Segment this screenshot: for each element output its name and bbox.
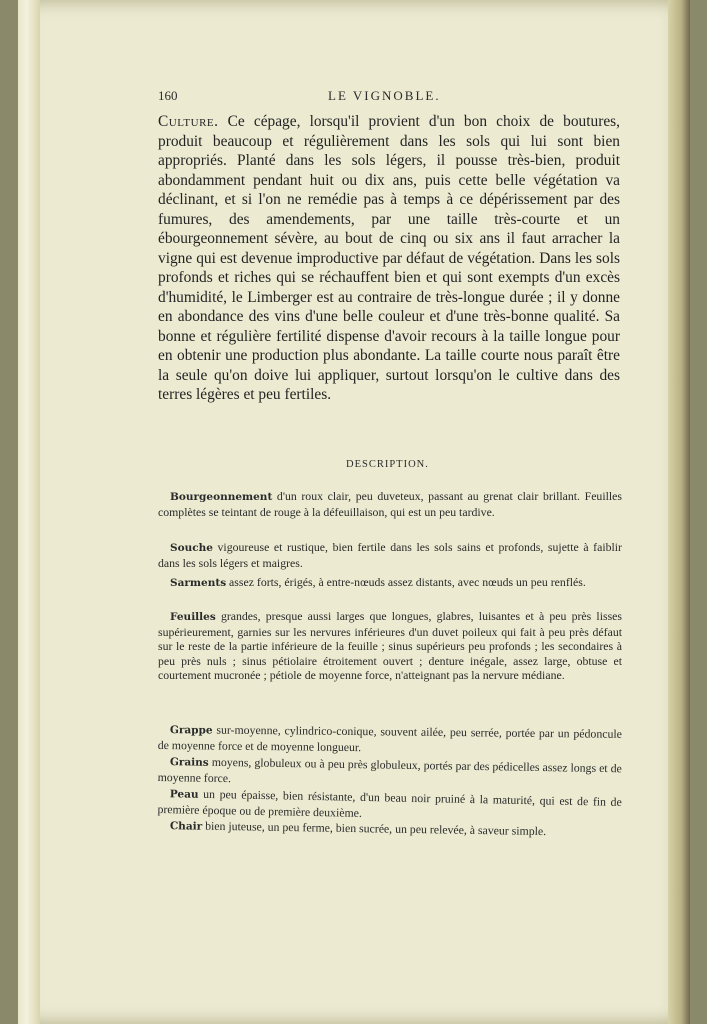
entry-text: grandes, presque aussi larges que longues, glabres, luisantes et à peu près lisses supérieurement, garnies sur les nervures inférieures d'un duvet poileux qui fait à peu près défaut sur le reste de la partie inférieure de la feuille ; sinus supérieurs peu profonds ; les secondaires à peu près nuls ; sinus pétiolaire étroitement ouvert ; denture inégale, assez large, obtuse et courtement mucronée ; pétiole de moyenne force, n'atteignant pas la nervure médiane. bbox=[158, 609, 622, 683]
culture-text: Ce cépage, lorsqu'il provient d'un bon choix de boutures, produit beaucoup et régulièrement dans les sols qui lui sont bien appropriés. Planté dans les sols légers, il pousse très-bien, produit abondamment pendant huit ou dix ans, puis cette belle végétation va déclinant, et si l'on ne remédie pas à temps à ce dépérissement par des fumures, des amendements, par une taille très-courte et un ébourgeonnement sévère, au bout de cinq ou six ans il faut arracher la vigne qui est devenue improductive par défaut de végétation. Dans les sols profonds et riches qui se réchauffent bien et qui sont exempts d'un excès d'humidité, le Limberger est au contraire de très-longue durée ; il y donne en abondance des vins d'une belle couleur et d'une très-bonne qualité. Sa bonne et régulière fertilité dispense d'avoir recours à la taille longue pour en obtenir une production plus abondante. La taille courte nous paraît être la seule qu'on doive lui appliquer, surtout lorsqu'on le cultive dans des terres légères et peu fertiles. bbox=[158, 113, 620, 403]
description-entry bbox=[158, 575, 622, 591]
description-entry bbox=[158, 489, 622, 519]
entry-text: moyens, globuleux ou à peu près globuleux, portés par des pédicelles assez longs et de moyenne force. bbox=[157, 754, 622, 785]
entry-text: d'un roux clair, peu duveteux, passant au grenat clair brillant. Feuilles complètes se teintant de rouge à la défeuillaison, qui est un peu tardive. bbox=[158, 489, 622, 519]
entry-text: assez forts, érigés, à entre-nœuds assez distants, avec nœuds un peu renflés. bbox=[226, 575, 586, 589]
entry-text: vigoureuse et rustique, bien fertile dans les sols sains et profonds, sujette à faiblir dans les sols légers et maigres. bbox=[158, 540, 622, 570]
culture-lead: Culture. bbox=[158, 113, 219, 130]
entry-term: Grappe bbox=[169, 724, 213, 737]
page-edge bbox=[668, 0, 690, 1024]
culture-paragraph bbox=[158, 112, 620, 405]
running-header bbox=[158, 88, 618, 106]
entry-text: un peu épaisse, bien résistante, d'un beau noir pruiné à la maturité, qui est de fin de première époque ou de première deuxième. bbox=[157, 786, 622, 820]
entry-term: Chair bbox=[169, 820, 203, 833]
entry-term: Bourgeonnement bbox=[170, 491, 273, 503]
description-entry bbox=[158, 540, 622, 570]
running-title: LE VIGNOBLE. bbox=[328, 88, 441, 103]
page-binding bbox=[18, 0, 40, 1024]
entry-text: sur-moyenne, cylindrico-conique, souvent ailée, peu serrée, portée par un pédoncule de moyenne force et de moyenne longueur. bbox=[157, 722, 622, 754]
entry-term: Peau bbox=[169, 788, 199, 801]
entry-text: bien juteuse, un peu ferme, bien sucrée, un peu relevée, à saveur simple. bbox=[202, 818, 547, 839]
page-number: 160 bbox=[158, 88, 178, 103]
description-title: DESCRIPTION. bbox=[346, 459, 429, 470]
entry-term: Grains bbox=[169, 756, 209, 769]
description-entry bbox=[158, 609, 622, 683]
entry-term: Feuilles bbox=[170, 611, 216, 623]
entry-term: Sarments bbox=[170, 577, 227, 589]
description-entry bbox=[158, 722, 622, 757]
entry-term: Souche bbox=[170, 542, 213, 554]
